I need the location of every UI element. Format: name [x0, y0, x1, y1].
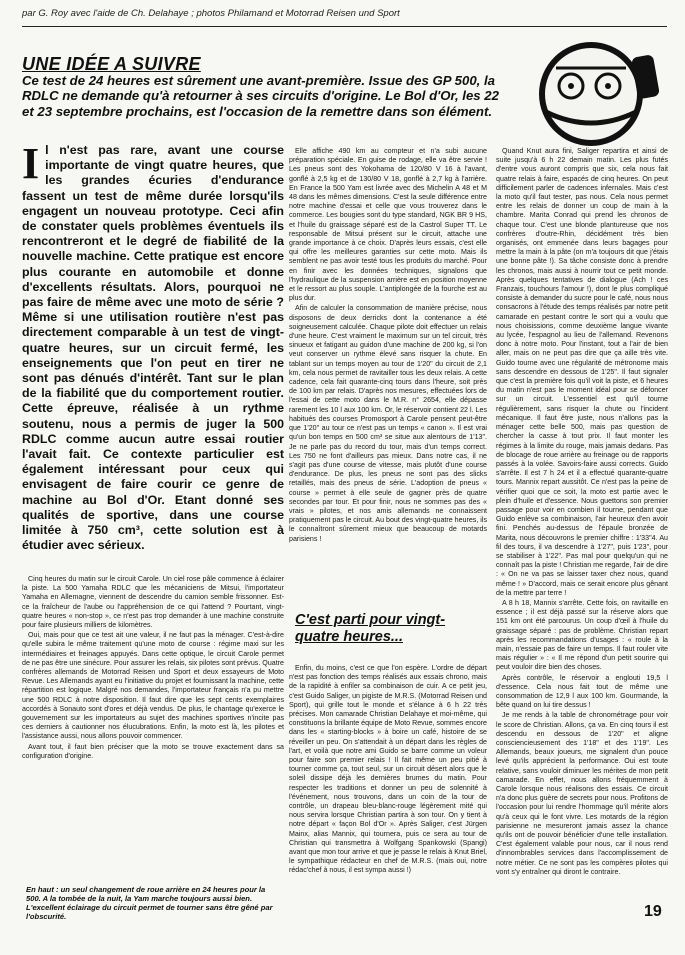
lead-text: l n'est pas rare, avant une course importante de vingt quatre heures, que les grandes écuries d'endurance fassent un test de même durée lorsqu'ils engagent un nouveau prototype. Ceci afin de constater quels problèmes éventuels ils rencontreront et le degré de fiabilité de la nouvelle machine. Cette pratique est encore plus courante en automobile et donne d'excellents résultats. Alors, pourquoi ne pas faire de même avec une moto de série ? Même si une utilisation routière n'est pas directement comparable à un test de vingt-quatre heures, sur un circuit fermé, les enseignements que l'on peut en tirer ne sont pas dénués d'intérêt. Tant sur le plan de la fiabilité que du comportement routier. Cette épreuve, réalisée à un rythme soutenu, nous a permis de juger la 500 RDLC comme aucun autre essai routier l'avait fait. Ce contexte particulier est également intéressant pour ceux qui envisagent de faire courir ce genre de machine au Bol d'Or. Etant donné ses qualités de sportive, dans une course limitée à 750 cm³, cette solution est à étudier avec sérieux. [22, 143, 284, 553]
paragraph: Afin de calculer la consommation de manière précise, nous disposons de deux derricks dont la contenance a été soigneusement calculée. Chaque pilote doit effectuer un relais d'une heure. C'est vraiment le maximum sur un tel circuit, très sinueux et fatigant au guidon d'une machine de 200 kg, si l'on veut conserver un rythme élevé sans risquer la chute. En tablant sur un temps moyen au tour de 1'20" du circuit de 2,1 km, cela nous permet de ravitailler tous les deux relais. A cette cadence, cela fait quarante-cinq tours dans l'heure, soit près de 100 km par relais. D'après nos mesures, effectuées lors de l'essai de cette moto dans le M.R. n° 2654, elle dépasse rarement les 10 l aux 100 km. Or, le réservoir contient 22 l. Les habitués des courses Promosport à Carole pensent peut-être que 1'20" au tour ce n'est pas un temps « canon ». Il est vrai qu'un bon temps en 500 cm³ se situe aux alentours de 1'13". Je ne parle pas du record du tour, mais d'un temps correct. Les 750 ne font d'ailleurs pas mieux. Dans notre cas, il ne s'agit pas d'une course de vitesse, mais plutôt d'une course d'endurance. De plus, les pneus ne sont pas des slicks retaillés, mais des pneus de série. L'adoption de pneus « course » permet à elle seule de gagner près de quatre secondes par tour. Et pour finir, nous ne sommes pas des « vrais » pilotes, et nos amis allemands ne connaissent pratiquement pas le circuit. Au bout des vingt-quatre heures, ils le connaîtront sûrement mieux que beaucoup de motards parisiens ! [289, 304, 487, 543]
photo-credit: par G. Roy avec l'aide de Ch. Delahaye ; photos Philamand et Motorrad Reisen und Sport [22, 8, 400, 19]
article-deck: Ce test de 24 heures est sûrement une avant-première. Issue des GP 500, la RDLC ne demande qu'à retourner à ses circuits d'origine. Le Bol d'Or, les 22 et 23 septembre prochains, est l'occasion de la remettre dans son élément. [22, 73, 499, 119]
drop-cap: I [22, 139, 40, 188]
header-rule [22, 26, 667, 27]
paragraph: Oui, mais pour que ce test ait une valeur, il ne faut pas la ménager. C'est-à-dire qu'elle subira le même traitement qu'une moto de course : régime maxi sur les intermédiaires et freinages appuyés. Dans cette optique, le circuit Carole permet de ne pas être une sinécure. Pour assurer les relais, six pilotes sont prévus. Quatre confrères allemands de Motorrad Reisen und Sport et deux essayeurs de Moto Revue. Les Allemands ayant eu l'initiative du projet et fournissant la machine, cette répartition est logique. Malgré nos demandes, l'importateur français n'a pu mettre une 500 RDLC à notre disposition. Il faut dire que les sept cents exemplaires accordés à Sonauto sont d'ores et déjà vendus. De plus, le chantage qu'exerce le gouvernement sur les importateurs au sujet des machines sportives n'incite pas ces derniers à cautionner nos élucubrations. Enfin, la moto est là, les pilotes et l'assistance aussi, nous allons pouvoir commencer. [22, 631, 284, 741]
body-column-3 [496, 147, 668, 878]
solo-logo [516, 38, 666, 150]
paragraph: Après contrôle, le réservoir a englouti 19,5 l d'essence. Cela nous fait tout de même une consommation de 12,9 l aux 100 km. Gourmande, la bête quand on lui tire dessus ! [496, 673, 668, 710]
body-column-1 [22, 575, 284, 762]
paragraph: A 8 h 18, Mannix s'arrête. Cette fois, on ravitaille en essence ; il est déjà passé sur la réserve alors que 151 km ont été parcourus. Un coup d'œil à l'huile du graissage séparé : pas de problème. Christian repart après les recommandations d'usages : « roule à la main, n'essaie pas de faire un temps. Il faut rouler vite mais régulier » : « Il me répond d'un petit sourire qui peut vouloir dire bien des choses. [496, 598, 668, 672]
body-column-2 [289, 147, 487, 545]
paragraph: Elle affiche 490 km au compteur et n'a subi aucune préparation spéciale. En guise de rodage, elle va être servie ! Les pneus sont des Yokohama de 120/80 V 16 à l'avant, gonflé à 2,5 kg et de 130/80 V 18, gonflé à 2,7 kg à l'arrière. En France la 500 Yam est livrée avec des Michelin A 48 et M 48 dans les mêmes dimensions. C'est la seule différence entre notre machine d'essai et celle que vous trouverez dans le commerce. Les bougies sont du type standard, NGK BR 9 HS, et l'huile du graissage séparé est de la Castrol Super TT. Le responsable de Mitsui présent sur le circuit, attache une grande importance à ce choix. D'après leurs essais, c'est elle qui offre les meilleures garanties sur cette moto. Mais ils semblent ne pas avoir testé tous les produits du marché. Pour en finir avec les données techniques, signalons que l'hydraulique de la suspension arrière est en position moyenne et le ressort au plus souple. L'antiplongée de la fourche est au plus dur. [289, 147, 487, 303]
section-heading: C'est parti pour vingt-quatre heures... [295, 612, 446, 645]
paragraph: Quand Knut aura fini, Saliger repartira et ainsi de suite jusqu'à 6 h 22 demain matin. Les plus futés d'entre vous auront compris que six, cela nous fait quatre relais à faire, espacés de cinq heures. On peut difficilement parler de cadences infernales. Mais c'est la moto qu'il faut tester, pas nous. Cela nous permet entre les relais de donner un coup de main à la chambre. Marita Conrad qui prend les chronos de chaque tour. C'est une blonde plantureuse que nos confrères d'outre-Rhin, décidément très bien organisés, ont emmenée dans leurs bagages pour mettre la main à la pâte (on m'a toujours dit que j'étais une bonne pâte !). Sa tâche consiste donc à prendre les chronos, mais aussi à nourrir tout ce petit monde. Après quelques tentatives de dialogue (Ach ! ces Franzais, touchours l'amour !), dont le plus compliqué consiste à demander du sucre pour le café, nous nous consacrons à l'étude des temps réalisés par notre petit camarade en pestant contre le sort qui a voulu que nous choisissions, comme deuxième langue vivante au lycée, l'espagnol au lieu de l'allemand. Revenons donc à notre moto. Pour l'instant, tout a l'air de bien aller, mais on ne peut pas dire que ça aille très vite. Guido tourne avec une régularité de métronome mais sans descendre en dessous de 1'25". Il faut signaler que c'est la première fois qu'il voit la piste, et 6 heures du matin n'est pas le moment idéal pour se défoncer sur un circuit. L'essentiel est qu'il tourne régulièrement, sans risquer la chute ou l'incident mécanique. Il faut être juste, nous n'allons pas la ménager cette belle 500, mais pas question de chercher la casse à tout prix. Il faut monter les régimes à la limite du rouge, mais jamais dedans. Pas de blocage de roue arrière au freinage ou de rapports passés à la volée. Savoirs-faire aussi corrects. Guido s'arrête. Il est 7 h 24 et il a effectué quarante-quatre tours. Mannix repart aussitôt. Ce n'est pas la peine de vérifier quoi que ce soit, la moto est partie avec le plein d'huile et d'essence. Nous guettons son premier passage pour voir en combien il tourne, pendant que Guido enlève sa combinaison, l'air heureux d'en avoir fini. Penchés au-dessus de l'épaule bronzée de Marita, nous découvrons le premier chiffre : 1'33"4. Au fil des tours, il va descendre à 1'27", puis 1'23", pour se stabiliser à 1'22". Pas mal pour quelqu'un qui ne connaît pas la piste ! Christian me regarde, l'air de dire : « On ne va pas se laisser taxer chez nous, quand même ! » D'accord, mais ce serait encore plus gênant de la mettre par terre ! [496, 147, 668, 597]
article-lead [22, 139, 284, 553]
photo-caption: En haut : un seul changement de roue arrière en 24 heures pour la 500. A la tombée de la nuit, la Yam marche toujours aussi bien. L'excellent éclairage du circuit permet de tourner sans être gêné par l'obscurité. [26, 885, 273, 921]
article-kicker: UNE IDÉE A SUIVRE [22, 54, 201, 74]
body-column-2-continued [289, 664, 487, 877]
paragraph: Enfin, du moins, c'est ce que l'on espère. L'ordre de départ n'est pas fonction des temps réalisés aux essais chrono, mais de la rapidité à enfiler sa combinaison de cuir. A ce petit jeu, c'est Guido Saliger, un pigiste de M.R.S. (Motorrad Reisen und Sport), qui grille tout le monde et s'élance à 6 h 22 très précises. Mon camarade Christian Delahaye et moi-même, qui constituons la brillante équipe de Moto Revue, sommes encore dans les « starting-blocks » à boire un café, histoire de se réveiller un peu. On s'attendait à un départ dans les règles de l'art, et voilà que notre ami Guido se barre comme un voleur pour faire son premier relais ! Il fait même un peu pitié à tourner comme ça, tout seul, sur un circuit désert alors que le soleil dissipe déjà les dernières brumes du matin. Pour respecter les traditions et donner un peu de solennité à l'événement, nous trouvons, dans un coin de la tour de contrôle, un drapeau bleu-blanc-rouge légèrement mité qui nous servira lorsque Christian partira à son tour. On y tient à notre départ « façon Bol d'Or ». Après Saliger, c'est Jürgen Mainx, alias Mannix, qui tournera, puis ce sera au tour de Christian qui transmettra à Wolfgang Spankowski (Spangi) avant que mon tour arrive et que je passe le relais à Knut Briel, le sympathique rédacteur en chef de M.R.S. (mais oui, notre rédac'chef à nous, il est sympa aussi !) [289, 664, 487, 875]
paragraph: Avant tout, il faut bien préciser que la moto se trouve exactement dans sa configuration d'origine. [22, 742, 284, 760]
page-number: 19 [644, 903, 662, 920]
paragraph: Cinq heures du matin sur le circuit Carole. Un ciel rose pâle commence à éclairer la piste. La 500 Yamaha RDLC que les mécaniciens de Mitsui, l'importateur Yamaha en Allemagne, viennent de descendre du camion semble frissonner. Est-ce la fraîcheur de l'aube ou l'appréhension de ce qui l'attend ? Pourtant, vingt-quatre heures « non-stop », ce n'est pas trop demander à une machine construite pour faire plusieurs milliers de kilomètres. [22, 575, 284, 630]
paragraph: Je me rends à la table de chronométrage pour voir le score de Christian. Allons, ça va. En cinq tours il est descendu en dessous de 1'20" et aligne consciencieusement des 1'18" et des 1'19". Les Allemands, beaux joueurs, me signalent d'un pouce levé qu'ils apprécient la performance. Oui est toute relative, sans vouloir diminuer les mérites de mon petit camarade. En effet, nous allons fréquemment à Carole lorsque nous réalisons des essais. Ce circuit n'a donc plus guère de secrets pour nous. Profitons de l'occasion pour lui rendre l'hommage qu'il mérite alors qu'à ceux qui le font vivre. Les motards de la région parisienne ne mesureront jamais assez la chance qu'ils ont de pouvoir bénéficier d'une telle installation. C'est également valable pour nous, car il nous rend d'innombrables services dans l'accomplissement de notre métier. Ce ne sont pas les compères pilotes qui vont s'y entraîner qui diront le contraire. [496, 711, 668, 876]
